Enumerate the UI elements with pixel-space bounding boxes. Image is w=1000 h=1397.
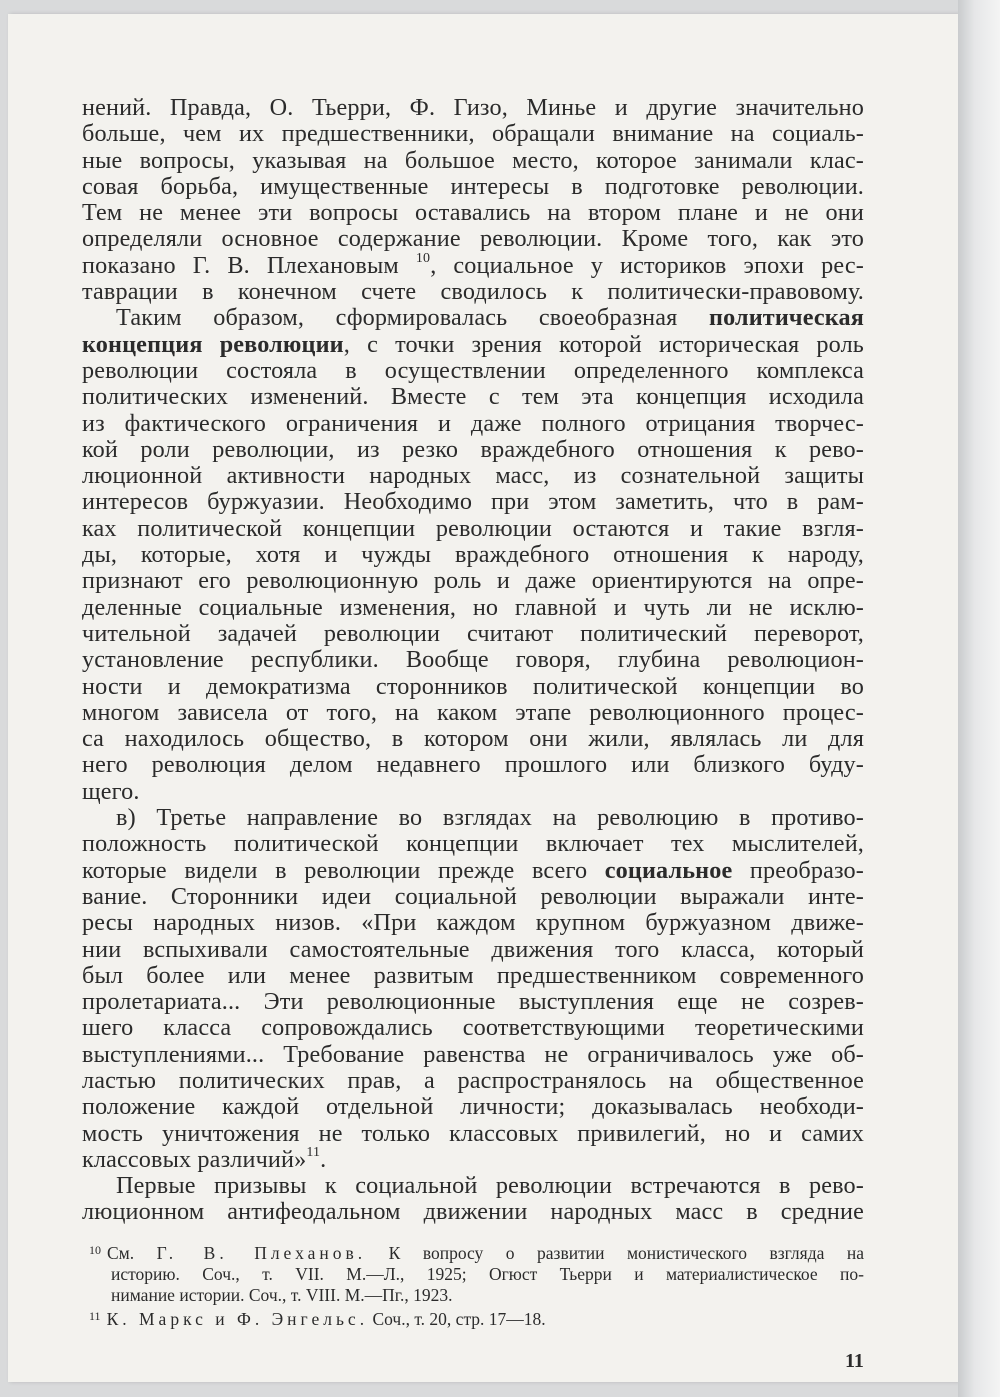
text-line: установление республики. Вообще говоря, глубина революцион- bbox=[82, 646, 864, 674]
page-edge bbox=[958, 0, 1000, 1397]
paragraph-3 bbox=[82, 805, 864, 1173]
footnote-ref: 11 bbox=[306, 1144, 321, 1160]
page-number: 11 bbox=[845, 1350, 864, 1372]
text-line: ные вопросы, указывая на большое место, которое занимали клас- bbox=[82, 146, 864, 174]
footnote-number: 11 bbox=[89, 1309, 101, 1323]
text-fragment: , социальное у историков эпохи рес- bbox=[430, 251, 864, 279]
footnote-author: Г. В. Плеханов. bbox=[156, 1243, 367, 1263]
text-line: мость уничтожения не только классовых привилегий, но и самих bbox=[82, 1119, 864, 1147]
text-line: многом зависела от того, на каком этапе революционного процес- bbox=[82, 698, 864, 726]
text-line: выступлениями... Требование равенства не ограничивалось уже об- bbox=[82, 1040, 864, 1068]
text-line: нений. Правда, О. Тьерри, Ф. Гизо, Минье и другие значительно bbox=[82, 94, 864, 121]
text-line: люционном антифеодальном движении народных масс в средние bbox=[82, 1198, 864, 1226]
footnote-ref: 10 bbox=[415, 250, 431, 266]
text-line bbox=[82, 1144, 864, 1173]
text-fragment: , с точки зрения которой историческая роль bbox=[343, 330, 864, 358]
text-line: таврации в конечном счете сводилось к политически-правовому. bbox=[82, 278, 864, 306]
text-line: Тем не менее эти вопросы оставались на втором плане и не они bbox=[82, 199, 864, 227]
text-line: ды, которые, хотя и чужды враждебного отношения к народу, bbox=[82, 541, 864, 569]
text-fragment: Соч., т. 20, стр. 17—18. bbox=[368, 1309, 546, 1329]
text-line: са находилось общество, в котором они жили, являлась ли для bbox=[82, 725, 864, 753]
text-line: интересов буржуазии. Необходимо при этом заметить, что в рам- bbox=[82, 488, 864, 516]
text-line: положность политической концепции включает тех мыслителей, bbox=[82, 830, 864, 858]
text-fragment: классовых различий» bbox=[82, 1145, 307, 1173]
text-line: ластью политических прав, а распространялось на общественное bbox=[82, 1066, 864, 1094]
text-fragment: Таким образом, сформировалась своеобразная bbox=[116, 304, 678, 332]
paragraph-2 bbox=[82, 305, 864, 805]
text-fragment: преобразо- bbox=[749, 856, 864, 884]
main-text bbox=[82, 95, 864, 1226]
text-line: Первые призывы к социальной революции встречаются в рево- bbox=[116, 1172, 864, 1200]
footnote-11 bbox=[89, 1306, 864, 1330]
text-line: ности и демократизма сторонников политической концепции во bbox=[82, 672, 864, 700]
footnote-line: нимание истории. Соч., т. VIII. М.—Пг., 1923. bbox=[111, 1285, 453, 1305]
text-line: политических изменений. Вместе с тем эта концепция исходила bbox=[82, 383, 864, 411]
footnote-line: историю. Соч., т. VII. М.—Л., 1925; Огюст Тьерри и материалистическое по- bbox=[111, 1264, 864, 1284]
paragraph-4 bbox=[82, 1173, 864, 1226]
text-line: нии вспыхивали самостоятельные движения того класса, который bbox=[82, 935, 864, 963]
bold-term: политическая bbox=[708, 304, 864, 332]
text-line bbox=[82, 332, 864, 358]
text-line: из фактического ограничения и даже полного отрицания творчес- bbox=[82, 409, 864, 437]
text-line: шего класса сопровождались соответствующими теоретическими bbox=[82, 1014, 864, 1042]
text-line: люционной активности народных масс, из сознательной защиты bbox=[82, 462, 864, 490]
text-fragment: которые видели в революции прежде всего bbox=[82, 856, 588, 884]
text-fragment: К вопросу о развитии монистического взгляда на bbox=[366, 1243, 864, 1263]
footnote-number: 10 bbox=[89, 1243, 101, 1257]
text-fragment: показано Г. В. Плехановым bbox=[82, 251, 399, 279]
text-line: положение каждой отдельной личности; доказывалась необходи- bbox=[82, 1093, 864, 1121]
text-line bbox=[82, 858, 864, 884]
text-fragment: . bbox=[320, 1145, 327, 1173]
text-line: щего. bbox=[82, 777, 140, 805]
text-line: определяли основное содержание революции. Кроме того, как это bbox=[82, 225, 864, 253]
text-line: кой роли революции, из резко враждебного отношения к рево- bbox=[82, 435, 864, 463]
text-line: ках политической концепции революции остаются и такие взгля- bbox=[82, 514, 864, 542]
text-fragment: См. bbox=[107, 1243, 157, 1263]
text-line: вание. Сторонники идеи социальной революции выражали инте- bbox=[82, 882, 864, 910]
footnote-10 bbox=[89, 1240, 864, 1264]
footnote-author: К. Маркс и Ф. Энгельс. bbox=[106, 1309, 369, 1329]
text-line: был более или менее развитым предшественником современного bbox=[82, 961, 864, 989]
footnotes bbox=[89, 1240, 864, 1330]
text-line: больше, чем их предшественники, обращали внимание на социаль- bbox=[82, 120, 864, 148]
text-line: в) Третье направление во взглядах на революцию в противо- bbox=[116, 804, 864, 832]
text-line bbox=[82, 250, 864, 279]
text-line: революции состояла в осуществлении определенного комплекса bbox=[82, 356, 864, 384]
text-line: совая борьба, имущественные интересы в подготовке революции. bbox=[82, 172, 864, 200]
bold-term: социальное bbox=[604, 856, 733, 884]
text-line: признают его революционную роль и даже ориентируются на опре- bbox=[82, 567, 864, 595]
paragraph-1 bbox=[82, 95, 864, 305]
text-line bbox=[82, 305, 864, 331]
text-line: него революция делом недавнего прошлого или близкого буду- bbox=[82, 751, 864, 779]
text-line: чительной задачей революции считают политический переворот, bbox=[82, 619, 864, 647]
bold-term: концепция революции bbox=[82, 330, 344, 358]
text-line: ресы народных низов. «При каждом крупном буржуазном движе- bbox=[82, 909, 864, 937]
text-line: деленные социальные изменения, но главной и чуть ли не исклю- bbox=[82, 593, 864, 621]
text-line: пролетариата... Эти революционные выступления еще не созрев- bbox=[82, 988, 864, 1016]
